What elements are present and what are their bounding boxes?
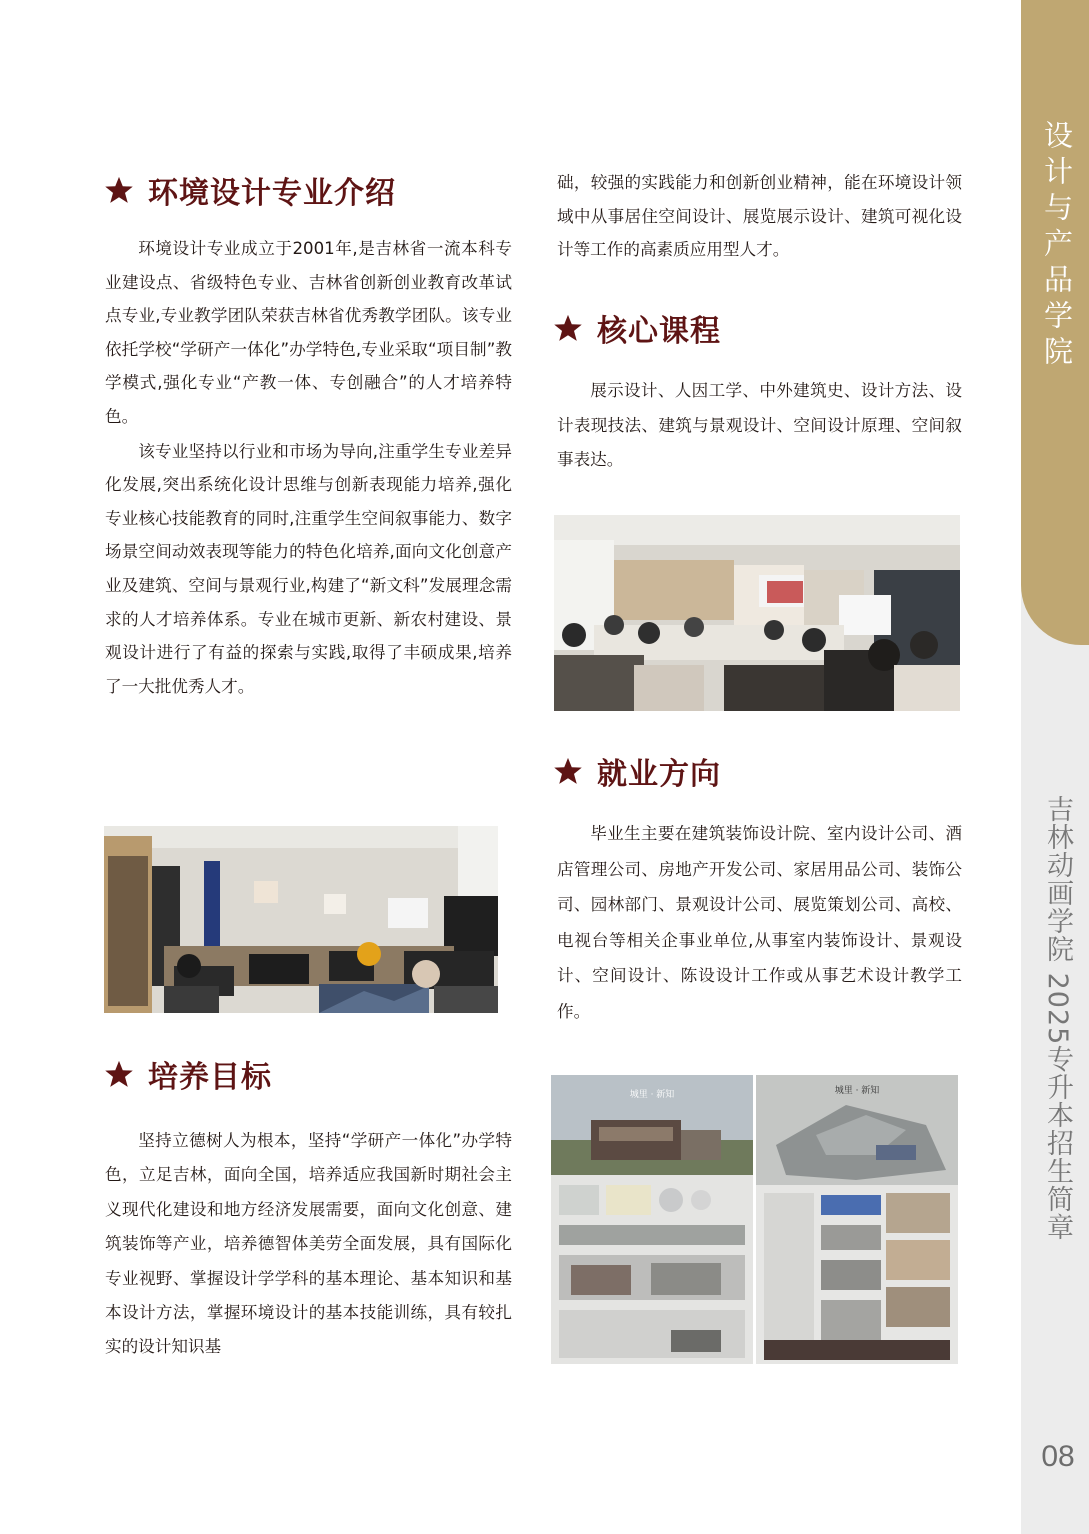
poster-left-title: 城里 · 新知: [629, 1090, 675, 1100]
careers-title: 就业方向: [597, 757, 721, 792]
page-number: 08: [1041, 1440, 1075, 1473]
department-name: 设计与产品学院: [1040, 120, 1074, 372]
design-poster-left: [551, 1075, 753, 1364]
courses-title: 核心课程: [597, 314, 721, 349]
design-poster-right: [756, 1075, 958, 1364]
intro-title: 环境设计专业介绍: [148, 176, 396, 211]
courses-text: [557, 374, 962, 478]
star-icon: [553, 313, 583, 343]
careers-text: [557, 816, 962, 1030]
goals-title: 培养目标: [148, 1060, 272, 1095]
careers-heading: [553, 749, 721, 793]
goals-continuation-text: [557, 166, 962, 267]
goals-paragraph: 坚持立德树人为根本，坚持“学研产一体化”办学特色，立足吉林，面向全国，培养适应我国新时期社会主义现代化建设和地方经济发展需要，面向文化创意、建筑装饰等产业，培养德智体美劳全面发展，具有国际化专业视野、掌握设计学学科的基本理论、基本知识和基本设计方法，掌握环境设计的基本技能训练，具有较扎实的设计知识基: [105, 1131, 512, 1357]
brochure-title: 吉林动画学院 2025专升本招生简章: [1042, 795, 1073, 1242]
intro-heading: [104, 168, 396, 212]
lecture-photo: [554, 515, 960, 711]
star-icon: [104, 1059, 134, 1089]
goals-paragraph-continued: 础，较强的实践能力和创新创业精神，能在环境设计领域中从事居住空间设计、展览展示设计、建筑可视化设计等工作的高素质应用型人才。: [557, 173, 962, 260]
intro-text: [105, 232, 512, 703]
intro-paragraph-2: 该专业坚持以行业和市场为导向,注重学生专业差异化发展,突出系统化设计思维与创新表现能力培养,强化专业核心技能教育的同时,注重学生空间叙事能力、数字场景空间动效表现等能力的特色化培养,面向文化创意产业及建筑、空间与景观行业,构建了“新文科”发展理念需求的人才培养体系。专业在城市更新、新农村建设、景观设计进行了有益的探索与实践,取得了丰硕成果,培养了一大批优秀人才。: [105, 441, 512, 696]
poster-right-title: 城里 · 新知: [834, 1086, 880, 1096]
star-icon: [104, 175, 134, 205]
studio-photo: [104, 826, 498, 1013]
courses-paragraph: 展示设计、人因工学、中外建筑史、设计方法、设计表现技法、建筑与景观设计、空间设计原理、空间叙事表达。: [557, 381, 962, 470]
goals-text: [105, 1124, 512, 1365]
star-icon: [553, 756, 583, 786]
intro-paragraph-1: 环境设计专业成立于2001年,是吉林省一流本科专业建设点、省级特色专业、吉林省创新创业教育改革试点专业,专业教学团队荣获吉林省优秀教学团队。该专业依托学校“学研产一体化”办学特色,专业采取“项目制”教学模式,强化专业“产教一体、专创融合”的人才培养特色。: [105, 239, 512, 426]
goals-heading: [104, 1052, 272, 1096]
courses-heading: [553, 306, 721, 350]
careers-paragraph: 毕业生主要在建筑装饰设计院、室内设计公司、酒店管理公司、房地产开发公司、家居用品公司、装饰公司、园林部门、景观设计公司、展览策划公司、高校、电视台等相关企事业单位,从事室内装饰设计、景观设计、空间设计、陈设设计工作或从事艺术设计教学工作。: [557, 824, 962, 1021]
